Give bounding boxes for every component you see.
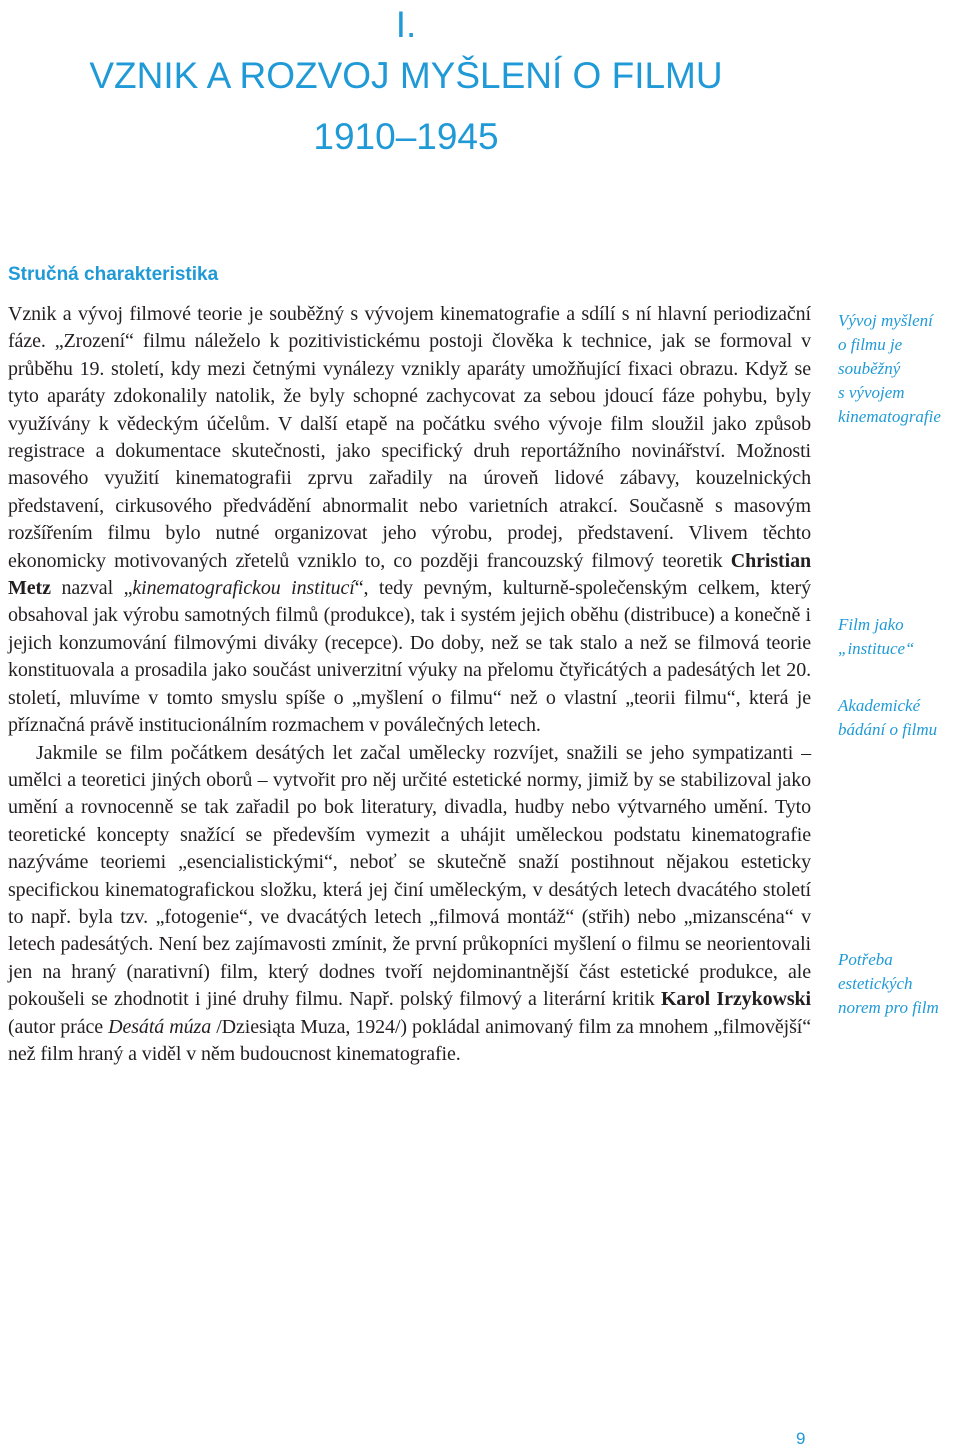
paragraph-2-text-1: Jakmile se film počátkem desátých let začal umělecky rozvíjet, snažili se jeho sympatizanti – umělci a teoretici jiných oborů – vytvořit pro něj určité estetické normy, jimiž by se stabilizoval jako umění a rovnocenně se tak zařadil po bok literatury, divadla, hudby nebo výtvarného umění. Tyto teoretické koncepty snažící se především vymezit a uhájit uměleckou podstatu kinematografie nazýváme teoriemi „esencialistickými“, neboť se skutečně snaží postihnout nějakou esteticky specifickou kinematografickou složku, která jej činí uměleckým, v desátých letech dvacátého století to např. byla tzv. „fotogenie“, ve dvacátých letech „filmová montáž“ (střih) nebo „mizanscéna“ v letech padesátých. Není bez zajímavosti zmínit, že první průkopníci myšlení o filmu se neorientovali jen na hraný (narativní) film, který dodnes tvoří nejdominantnější část estetické produkce, ale pokoušeli se zhodnotit i jiné druhy filmu. Např. polský filmový a literární kritik: [8, 741, 811, 1011]
margin-note-line: souběžný: [838, 359, 901, 378]
paragraph-1-text-2: nazval „: [61, 577, 133, 600]
paragraph-1-text-1: Vznik a vývoj filmové teorie je souběžný s vývojem kinematografie a sdílí s ní hlavní periodizační fáze. „Zrození“ filmu náleželo k pozitivistickému postoji člověka k technice, jak se formoval v průběhu 19. století, kdy mezi četnými vynálezy vznikly aparáty umožňující fixaci obrazu. Když se tyto aparáty zdokonalily natolik, že byly schopné zachycovat za sebou jdoucí fáze pohybu, byly využívány k vědeckým účelům. V další etapě na počátku svého vývoje film sloužil jako způsob registrace a dokumentace skutečnosti, jako specifický druh reportážního novinářství. Možnosti masového využití kinematografii zprvu zařadily na úroveň lidové zábavy, kouzelnických představení, cirkusového předvádění abnormalit nebo varietních atrakcí. Současně s masovým rozšířením filmu bylo nutné organizovat jeho výrobu, prodej, představení. Vlivem těchto ekonomicky motivovaných zřetelů vzniklo to, co později francouzský filmový teoretik: [8, 303, 811, 572]
page-number: 9: [796, 1429, 806, 1448]
margin-note-line: „instituce“: [838, 639, 915, 658]
section-heading: Stručná charakteristika: [8, 264, 219, 285]
margin-note-2: [838, 613, 960, 661]
paragraph-1-text-3: “, tedy pevným, kulturně-společenským celkem, který obsahoval jak výrobu samotných filmů (produkce), tak i systém jejich oběhu (distribuce) a konečně i jejich konzumování filmovými diváky (recepce). Do doby, než se tak stalo a než se filmová teorie konstituovala a prosadila jako součást univerzitní výuky na přelomu čtyřicátých a padesátých let 20. století, mluvíme v tomto smyslu spíše o „myšlení o filmu“ než o vlastní „teorii filmu“, která je příznačná právě institucionálním rozmachem v poválečných letech.: [8, 577, 811, 737]
margin-note-line: Akademické: [838, 696, 921, 715]
margin-note-line: kinematografie: [838, 407, 941, 426]
paragraph-2-text-2: (autor práce: [8, 1015, 104, 1038]
margin-note-1: [838, 309, 960, 429]
paragraph-2-text-3: /Dziesiąta Muza, 1924/) pokládal animovaný film za mnohem „filmovější“ než film hraný a viděl v něm budoucnost kinematografie.: [8, 1015, 811, 1065]
margin-note-line: bádání o filmu: [838, 720, 938, 739]
margin-note-line: norem pro film: [838, 998, 939, 1017]
margin-note-line: Film jako: [838, 615, 904, 634]
margin-note-line: s vývojem: [838, 383, 905, 402]
chapter-title: VZNIK A ROZVOJ MYŠLENÍ O FILMU: [89, 55, 723, 96]
margin-note-line: o filmu je: [838, 335, 903, 354]
term-kinematographic-institution: kinematografickou institucí: [132, 577, 355, 600]
margin-note-4: [838, 948, 960, 1020]
margin-note-line: estetických: [838, 974, 913, 993]
person-name-karol-irzykowski: Karol Irzykowski: [660, 988, 811, 1011]
person-name-christian-metz: Christian Metz: [8, 549, 811, 600]
margin-note-line: Vývoj myšlení: [838, 311, 933, 330]
chapter-number: I.: [395, 4, 417, 45]
margin-note-3: [838, 694, 960, 742]
chapter-years: 1910–1945: [313, 116, 499, 157]
paragraph-1: [8, 301, 811, 740]
margin-note-line: Potřeba: [838, 950, 893, 969]
body-text: [8, 301, 811, 1068]
paragraph-2: [8, 740, 811, 1069]
work-title: Desátá múza: [108, 1015, 212, 1038]
